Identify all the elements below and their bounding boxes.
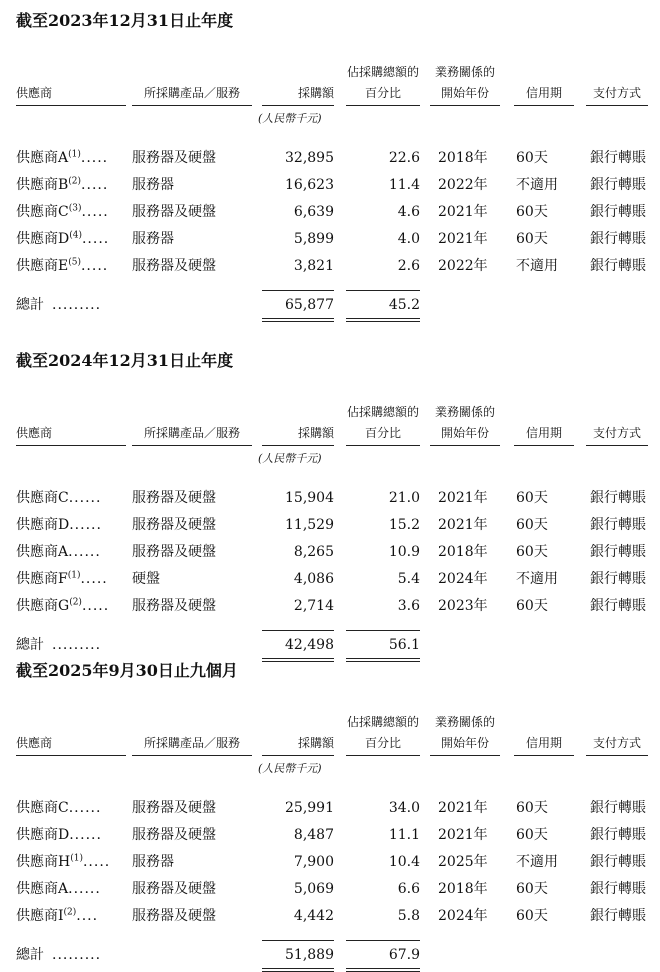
payment-method-cell: 銀行轉賬 (590, 150, 646, 166)
header-relationship-line2: 開始年份 (440, 736, 489, 750)
table-row (0, 903, 660, 929)
start-year-cell: 2025年 (438, 854, 488, 870)
product-cell: 服務器及硬盤 (132, 908, 216, 924)
credit-period-cell: 不適用 (516, 571, 558, 587)
start-year-cell: 2021年 (438, 231, 488, 247)
footnote-marker: (2) (69, 597, 82, 608)
total-double-rule (346, 968, 420, 969)
payment-method-cell: 銀行轉賬 (590, 881, 646, 897)
percentage-cell: 4.6 (397, 204, 420, 220)
total-label-cell (16, 942, 101, 968)
total-double-rule (346, 318, 420, 319)
header-underline (346, 755, 420, 756)
supplier-name: 供應商C (16, 204, 69, 220)
supplier-cell (16, 539, 101, 565)
leader-dots: ...... (68, 544, 101, 560)
table-row (0, 876, 660, 902)
credit-period-cell: 60天 (516, 490, 548, 506)
header-percentage-line2: 百分比 (364, 86, 401, 100)
product-cell: 服務器及硬盤 (132, 598, 216, 614)
leader-dots: ...... (68, 490, 102, 506)
leader-dots: ..... (80, 571, 108, 587)
credit-period-cell: 60天 (516, 231, 548, 247)
header-product: 所採購產品／服務 (143, 736, 240, 750)
supplier-cell (16, 903, 98, 929)
section-title: 截至2024年12月31日止年度 (16, 351, 234, 370)
table-row (0, 145, 660, 171)
header-percentage-line2: 百分比 (364, 426, 401, 440)
leader-dots: ..... (80, 258, 109, 274)
leader-dots: .... (76, 908, 99, 924)
total-label: 總計 (16, 637, 44, 653)
footnote-marker: (2) (68, 176, 82, 187)
header-product: 所採購產品／服務 (143, 86, 240, 100)
total-label-cell (16, 292, 101, 318)
payment-method-cell: 銀行轉賬 (590, 800, 646, 816)
header-supplier: 供應商 (16, 426, 53, 440)
table-row (0, 822, 660, 848)
section-title: 截至2023年12月31日止年度 (16, 11, 234, 30)
percentage-cell: 4.0 (397, 231, 420, 247)
header-underline (586, 445, 648, 446)
total-top-rule (346, 940, 420, 941)
header-underline (586, 755, 648, 756)
total-label: 總計 (16, 947, 44, 963)
payment-method-cell: 銀行轉賬 (590, 231, 646, 247)
supplier-name: 供應商C (16, 490, 69, 506)
payment-method-cell: 銀行轉賬 (590, 827, 646, 843)
credit-period-cell: 60天 (516, 517, 548, 533)
amount-cell: 5,899 (293, 231, 334, 247)
start-year-cell: 2021年 (438, 517, 488, 533)
total-row (0, 292, 660, 318)
table-row (0, 593, 660, 619)
header-underline (586, 105, 648, 106)
footnote-marker: (5) (68, 257, 81, 268)
total-double-rule (346, 321, 420, 322)
credit-period-cell: 60天 (516, 544, 548, 560)
table-row (0, 849, 660, 875)
start-year-cell: 2021年 (438, 827, 488, 843)
leader-dots: ......... (52, 947, 102, 963)
table-row (0, 539, 660, 565)
payment-method-cell: 銀行轉賬 (590, 177, 646, 193)
start-year-cell: 2023年 (438, 598, 488, 614)
header-payment-method: 支付方式 (592, 86, 641, 100)
unit-label: (人民幣千元) (258, 762, 322, 775)
header-relationship-line1: 業務關係的 (434, 65, 495, 79)
total-amount: 65,877 (285, 297, 334, 313)
start-year-cell: 2021年 (438, 800, 488, 816)
product-cell: 服務器及硬盤 (132, 827, 216, 843)
payment-method-cell: 銀行轉賬 (590, 517, 646, 533)
leader-dots: ..... (82, 854, 111, 870)
table-row (0, 226, 660, 252)
supplier-name: 供應商G (16, 598, 70, 614)
header-percentage-line1: 佔採購總額的 (346, 715, 419, 729)
leader-dots: ..... (81, 204, 109, 220)
leader-dots: ......... (52, 297, 102, 313)
leader-dots: ..... (81, 231, 110, 247)
credit-period-cell: 60天 (516, 204, 548, 220)
supplier-name: 供應商A (16, 544, 69, 560)
header-amount: 採購額 (297, 736, 334, 750)
header-percentage-line1: 佔採購總額的 (346, 65, 419, 79)
supplier-cell (16, 822, 102, 848)
amount-cell: 8,265 (293, 544, 334, 560)
header-underline (16, 445, 126, 446)
credit-period-cell: 60天 (516, 881, 548, 897)
header-underline (346, 445, 420, 446)
header-credit-period: 信用期 (525, 736, 562, 750)
percentage-cell: 11.1 (388, 827, 420, 843)
start-year-cell: 2018年 (438, 881, 488, 897)
credit-period-cell: 不適用 (516, 258, 558, 274)
percentage-cell: 6.6 (397, 881, 420, 897)
header-relationship-line1: 業務關係的 (434, 405, 495, 419)
product-cell: 服務器 (132, 854, 174, 870)
total-double-rule (262, 321, 334, 322)
percentage-cell: 3.6 (397, 598, 420, 614)
product-cell: 服務器及硬盤 (132, 800, 216, 816)
header-underline (132, 445, 252, 446)
product-cell: 服務器及硬盤 (132, 517, 216, 533)
payment-method-cell: 銀行轉賬 (590, 571, 646, 587)
supplier-name: 供應商A (16, 881, 69, 897)
header-underline (262, 445, 334, 446)
product-cell: 服務器及硬盤 (132, 881, 216, 897)
section-1 (0, 0, 660, 313)
header-payment-method: 支付方式 (592, 426, 641, 440)
payment-method-cell: 銀行轉賬 (590, 258, 646, 274)
section-3 (0, 650, 660, 963)
section-title: 截至2025年9月30日止九個月 (16, 661, 238, 680)
leader-dots: ...... (68, 800, 102, 816)
supplier-name: 供應商I (16, 908, 64, 924)
total-row (0, 942, 660, 968)
payment-method-cell: 銀行轉賬 (590, 598, 646, 614)
supplier-cell (16, 593, 109, 619)
amount-cell: 4,442 (293, 908, 334, 924)
header-underline (16, 105, 126, 106)
header-underline (514, 755, 574, 756)
amount-cell: 15,904 (285, 490, 334, 506)
supplier-name: 供應商D (16, 827, 70, 843)
table-row (0, 566, 660, 592)
payment-method-cell: 銀行轉賬 (590, 544, 646, 560)
supplier-cell (16, 172, 108, 198)
footnote-marker: (1) (67, 570, 81, 581)
amount-cell: 25,991 (285, 800, 334, 816)
supplier-cell (16, 795, 101, 821)
product-cell: 服務器 (132, 231, 174, 247)
footnote-marker: (2) (63, 907, 77, 918)
total-top-rule (262, 940, 334, 941)
supplier-cell (16, 849, 110, 875)
amount-cell: 7,900 (293, 854, 334, 870)
total-percentage: 67.9 (388, 947, 420, 963)
amount-cell: 6,639 (293, 204, 334, 220)
header-relationship-line2: 開始年份 (440, 426, 489, 440)
percentage-cell: 5.8 (397, 908, 420, 924)
header-amount: 採購額 (297, 86, 334, 100)
header-underline (262, 105, 334, 106)
amount-cell: 3,821 (293, 258, 334, 274)
total-top-rule (262, 290, 334, 291)
percentage-cell: 10.9 (388, 544, 420, 560)
supplier-name: 供應商F (16, 571, 68, 587)
total-double-rule (262, 318, 334, 319)
payment-method-cell: 銀行轉賬 (590, 854, 646, 870)
total-top-rule (262, 630, 334, 631)
supplier-name: 供應商D (16, 517, 70, 533)
unit-label: (人民幣千元) (258, 112, 322, 125)
start-year-cell: 2022年 (438, 258, 488, 274)
leader-dots: ..... (81, 598, 110, 614)
supplier-cell (16, 199, 109, 225)
leader-dots: ..... (81, 177, 109, 193)
supplier-cell (16, 145, 108, 171)
supplier-cell (16, 485, 101, 511)
total-double-rule (262, 968, 334, 969)
product-cell: 服務器及硬盤 (132, 490, 216, 506)
header-underline (514, 105, 574, 106)
amount-cell: 4,086 (293, 571, 334, 587)
total-label: 總計 (16, 297, 44, 313)
credit-period-cell: 60天 (516, 598, 548, 614)
header-product: 所採購產品／服務 (143, 426, 240, 440)
credit-period-cell: 不適用 (516, 854, 558, 870)
amount-cell: 32,895 (285, 150, 334, 166)
percentage-cell: 21.0 (388, 490, 420, 506)
start-year-cell: 2024年 (438, 908, 488, 924)
total-top-rule (346, 630, 420, 631)
header-underline (346, 105, 420, 106)
leader-dots: ...... (69, 827, 102, 843)
supplier-name: 供應商B (16, 177, 69, 193)
amount-cell: 11,529 (285, 517, 334, 533)
start-year-cell: 2021年 (438, 204, 488, 220)
product-cell: 服務器及硬盤 (132, 150, 216, 166)
percentage-cell: 5.4 (397, 571, 420, 587)
start-year-cell: 2021年 (438, 490, 488, 506)
percentage-cell: 11.4 (388, 177, 420, 193)
start-year-cell: 2022年 (438, 177, 488, 193)
header-percentage-line1: 佔採購總額的 (346, 405, 419, 419)
header-amount: 採購額 (297, 426, 334, 440)
header-underline (132, 105, 252, 106)
start-year-cell: 2018年 (438, 544, 488, 560)
credit-period-cell: 60天 (516, 908, 548, 924)
header-relationship-line2: 開始年份 (440, 86, 489, 100)
table-row (0, 172, 660, 198)
supplier-name: 供應商A (16, 150, 69, 166)
total-amount: 42,498 (285, 637, 334, 653)
header-underline (132, 755, 252, 756)
supplier-name: 供應商H (16, 854, 71, 870)
header-relationship-line1: 業務關係的 (434, 715, 495, 729)
leader-dots: ......... (52, 637, 102, 653)
start-year-cell: 2018年 (438, 150, 488, 166)
header-credit-period: 信用期 (525, 86, 562, 100)
header-underline (430, 755, 500, 756)
total-amount: 51,889 (285, 947, 334, 963)
amount-cell: 2,714 (293, 598, 334, 614)
supplier-name: 供應商D (16, 231, 70, 247)
amount-cell: 5,069 (293, 881, 334, 897)
credit-period-cell: 60天 (516, 150, 548, 166)
supplier-cell (16, 876, 101, 902)
header-underline (430, 105, 500, 106)
credit-period-cell: 不適用 (516, 177, 558, 193)
supplier-cell (16, 566, 108, 592)
credit-period-cell: 60天 (516, 827, 548, 843)
footnote-marker: (4) (69, 230, 82, 241)
table-row (0, 512, 660, 538)
header-supplier: 供應商 (16, 736, 53, 750)
footnote-marker: (3) (68, 203, 82, 214)
product-cell: 硬盤 (132, 571, 160, 587)
leader-dots: ...... (69, 517, 102, 533)
table-row (0, 795, 660, 821)
header-underline (262, 755, 334, 756)
percentage-cell: 34.0 (388, 800, 420, 816)
amount-cell: 8,487 (293, 827, 334, 843)
header-supplier: 供應商 (16, 86, 53, 100)
header-underline (514, 445, 574, 446)
payment-method-cell: 銀行轉賬 (590, 204, 646, 220)
header-payment-method: 支付方式 (592, 736, 641, 750)
header-underline (16, 755, 126, 756)
product-cell: 服務器 (132, 177, 174, 193)
header-percentage-line2: 百分比 (364, 736, 401, 750)
table-row (0, 199, 660, 225)
product-cell: 服務器及硬盤 (132, 204, 216, 220)
payment-method-cell: 銀行轉賬 (590, 908, 646, 924)
table-row (0, 485, 660, 511)
footnote-marker: (1) (70, 853, 83, 864)
product-cell: 服務器及硬盤 (132, 544, 216, 560)
credit-period-cell: 60天 (516, 800, 548, 816)
percentage-cell: 2.6 (397, 258, 420, 274)
leader-dots: ...... (68, 881, 101, 897)
payment-method-cell: 銀行轉賬 (590, 490, 646, 506)
unit-label: (人民幣千元) (258, 452, 322, 465)
supplier-name: 供應商E (16, 258, 69, 274)
supplier-name: 供應商C (16, 800, 69, 816)
leader-dots: ..... (80, 150, 109, 166)
header-credit-period: 信用期 (525, 426, 562, 440)
percentage-cell: 15.2 (388, 517, 420, 533)
footnote-marker: (1) (68, 149, 81, 160)
supplier-cell (16, 253, 108, 279)
product-cell: 服務器及硬盤 (132, 258, 216, 274)
supplier-cell (16, 512, 102, 538)
section-2 (0, 340, 660, 653)
total-percentage: 56.1 (388, 637, 420, 653)
percentage-cell: 22.6 (388, 150, 420, 166)
total-top-rule (346, 290, 420, 291)
supplier-cell (16, 226, 109, 252)
table-row (0, 253, 660, 279)
header-underline (430, 445, 500, 446)
amount-cell: 16,623 (285, 177, 334, 193)
total-percentage: 45.2 (388, 297, 420, 313)
start-year-cell: 2024年 (438, 571, 488, 587)
percentage-cell: 10.4 (388, 854, 420, 870)
